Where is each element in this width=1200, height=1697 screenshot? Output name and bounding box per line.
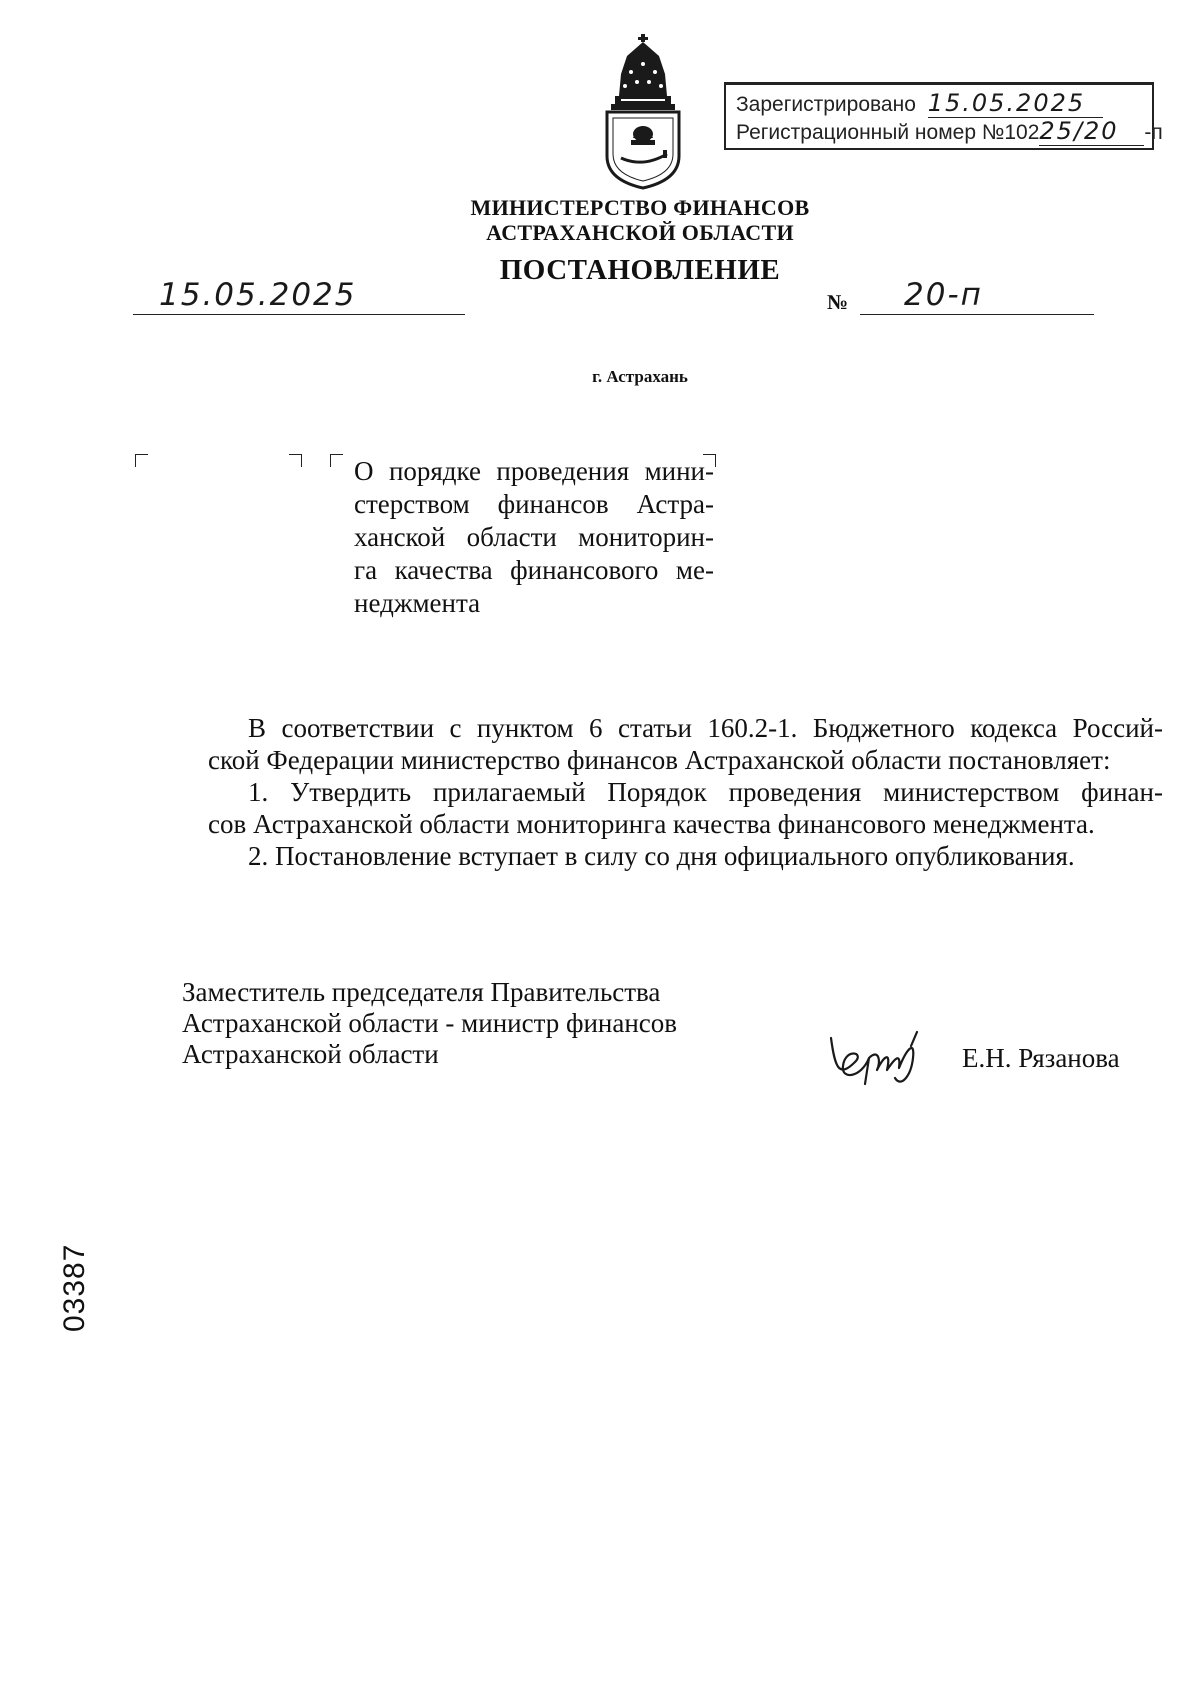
reg-number-label: Регистрационный номер №102	[736, 121, 1040, 144]
body-line: сов Астраханской области мониторинга качества финансового менеджмента.	[208, 809, 1095, 839]
registered-date: 15.05.2025	[928, 90, 1103, 118]
side-filing-number: 03387	[58, 1243, 91, 1332]
corner-bracket-subject-left	[330, 454, 343, 467]
body-line: ской Федерации министерство финансов Астраханской области постановляет:	[208, 745, 1111, 775]
city: г. Астрахань	[592, 367, 688, 386]
number-field	[860, 278, 1094, 315]
reg-number-suffix: -п	[1144, 121, 1163, 144]
signer-name: Е.Н. Рязанова	[962, 1043, 1120, 1073]
body-line: 1. Утвердить прилагаемый Порядок проведения министерством финан-	[248, 777, 1163, 807]
subject-line: О порядке проведения мини-	[354, 456, 714, 486]
registered-label: Зарегистрировано	[736, 93, 916, 116]
corner-bracket-top-right	[289, 454, 302, 467]
subject-line: ханской области мониторин-	[354, 522, 714, 552]
subject-line: стерством финансов Астра-	[354, 489, 714, 519]
registration-stamp	[724, 82, 1163, 150]
ministry-line-1: МИНИСТЕРСТВО ФИНАНСОВ	[470, 195, 810, 220]
subject-line: га качества финансового ме-	[354, 555, 714, 585]
body-line: В соответствии с пунктом 6 статьи 160.2-1. Бюджетного кодекса Россий-	[248, 713, 1163, 743]
signatory-line-2: Астраханской области - министр финансов	[182, 1008, 678, 1038]
ministry-line-2: АСТРАХАНСКОЙ ОБЛАСТИ	[486, 220, 794, 245]
date-field	[133, 278, 465, 315]
body-line: 2. Постановление вступает в силу со дня официального опубликования.	[248, 841, 1075, 871]
number-sign: №	[827, 290, 849, 314]
coat-of-arms-emblem	[603, 34, 683, 190]
document-date: 15.05.2025	[159, 277, 357, 313]
corner-bracket-top-left	[135, 454, 148, 467]
document-type: ПОСТАНОВЛЕНИЕ	[499, 254, 781, 286]
handwritten-signature	[825, 1018, 943, 1090]
ministry-title	[380, 195, 900, 245]
subject-line: неджмента	[354, 588, 481, 618]
document-subject	[354, 455, 714, 620]
signatory-line-1: Заместитель председателя Правительства	[182, 977, 661, 1007]
reg-number-handwritten: 25/20	[1039, 118, 1144, 146]
document-number: 20-п	[904, 277, 983, 313]
signatory-position	[182, 977, 677, 1070]
signatory-line-3: Астраханской области	[182, 1039, 439, 1069]
document-body	[208, 712, 1163, 872]
